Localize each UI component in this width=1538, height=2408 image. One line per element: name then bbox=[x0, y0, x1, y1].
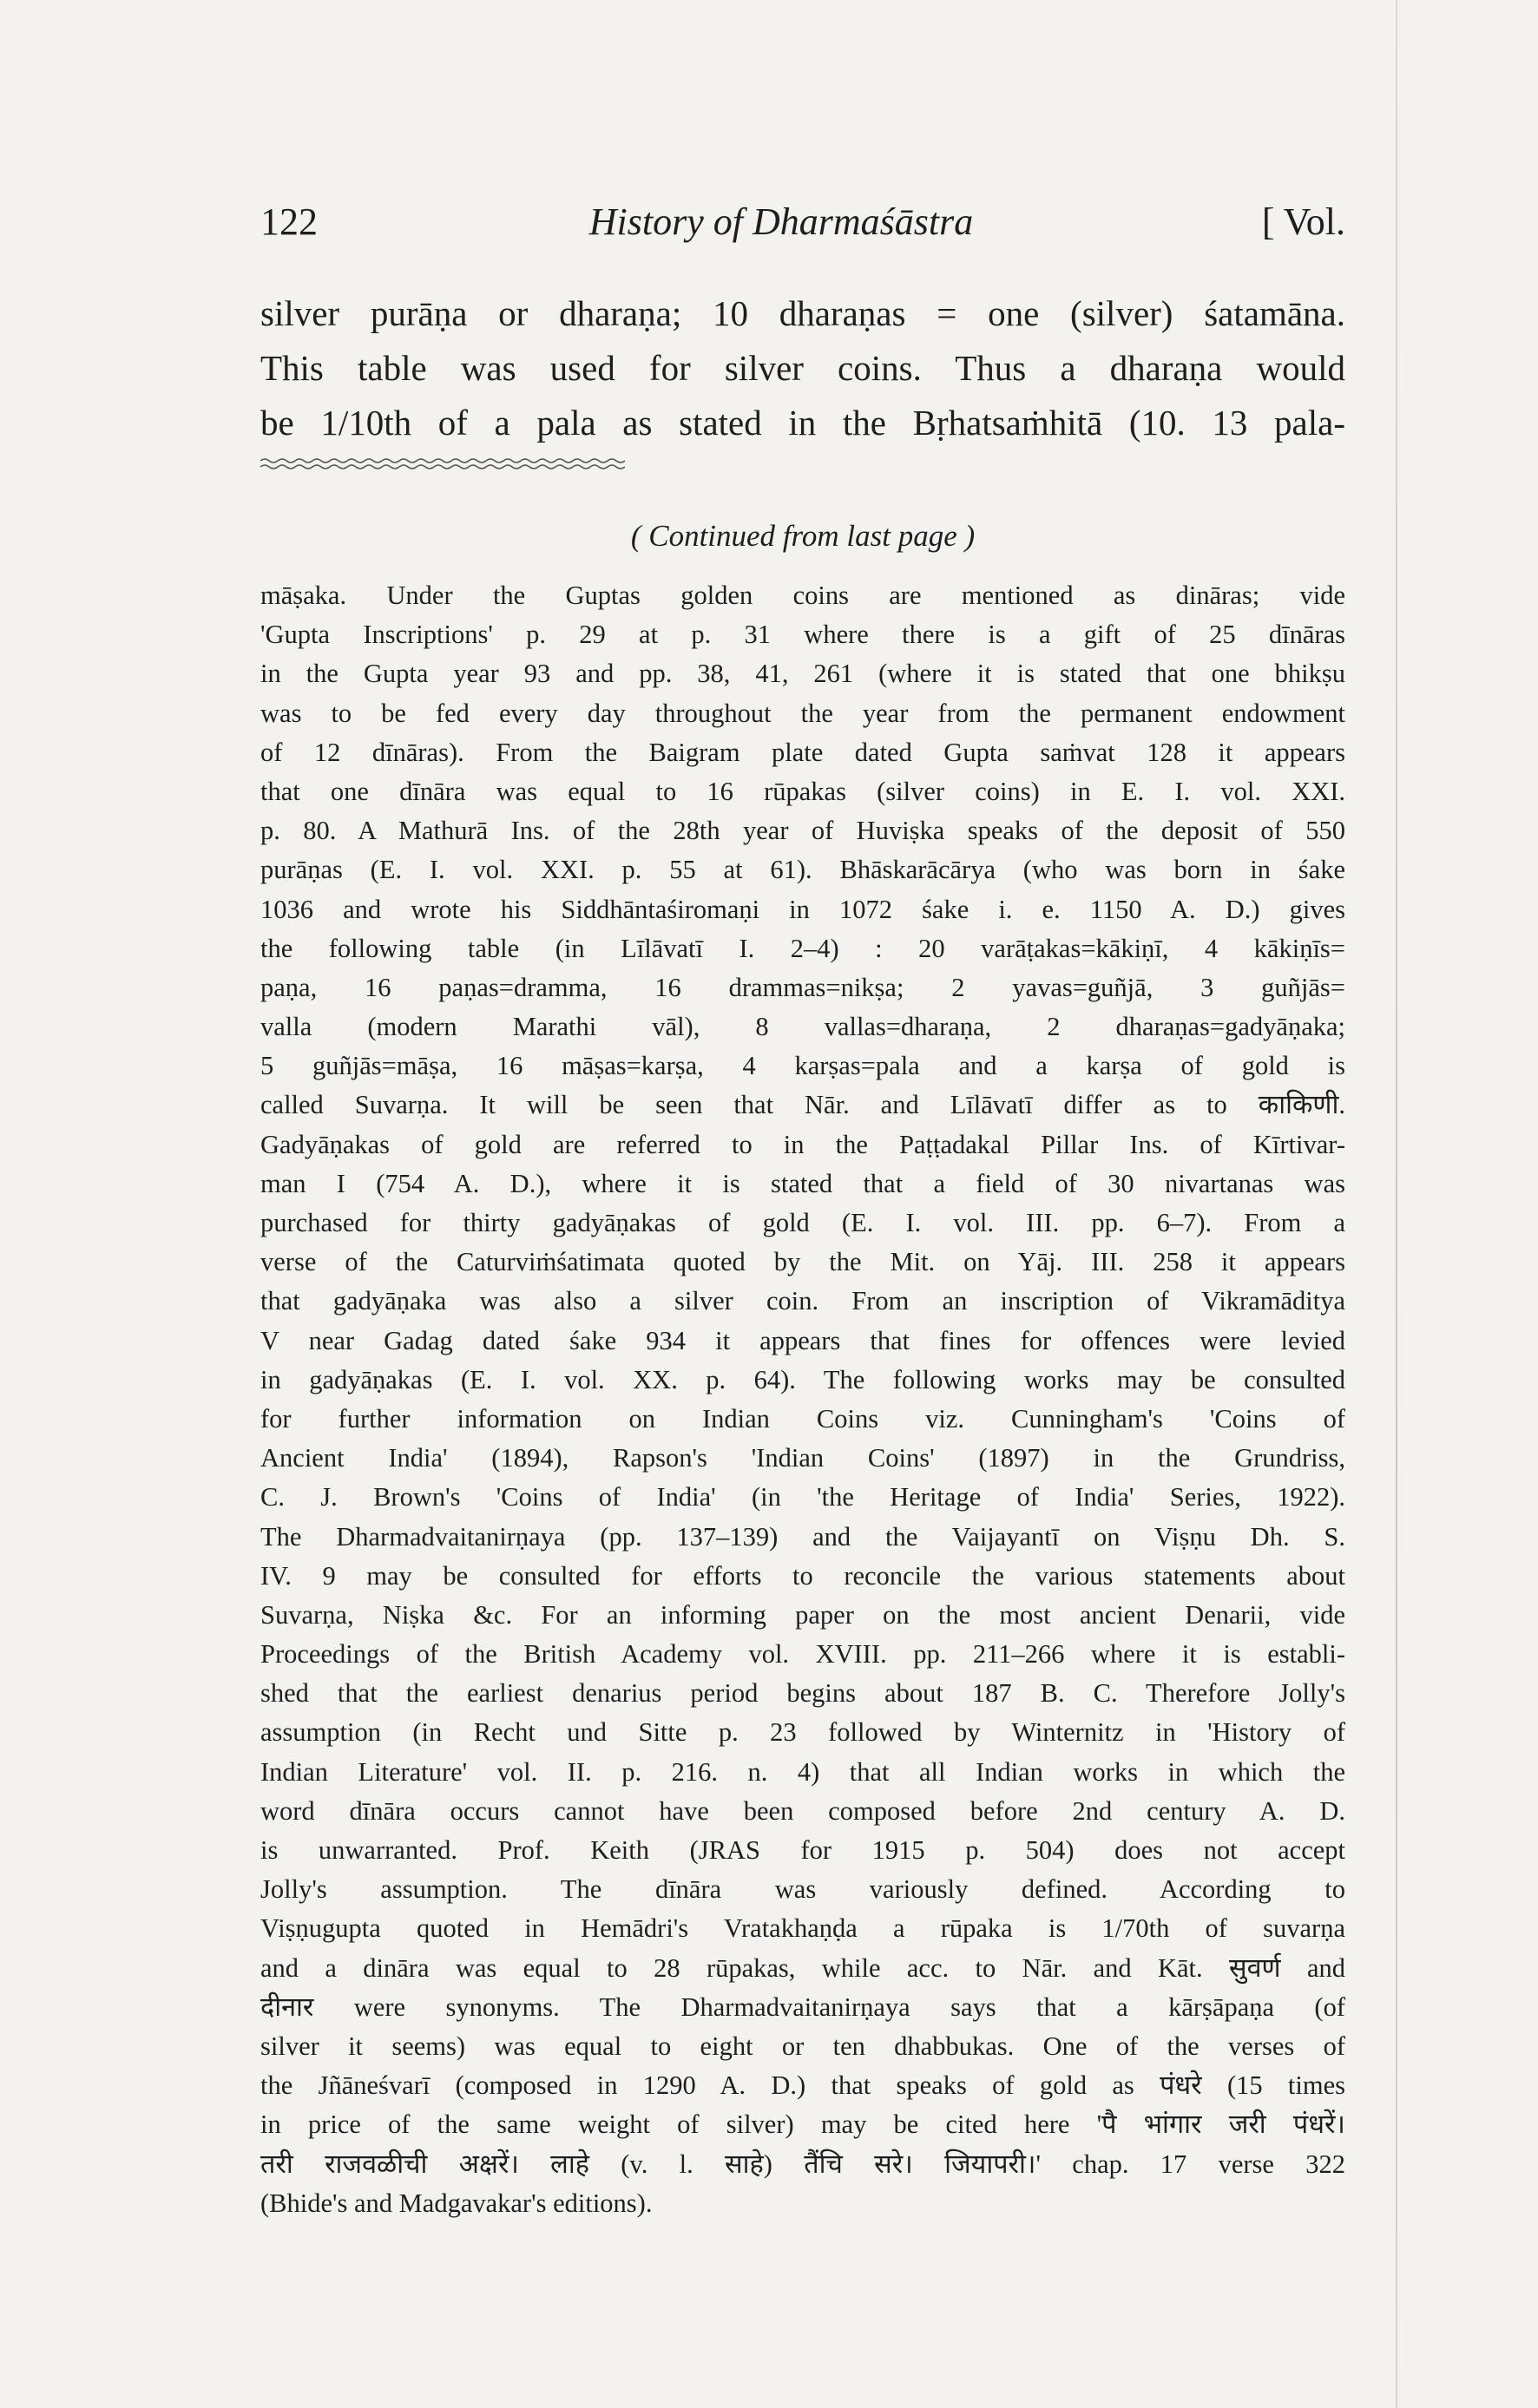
footnote-line: verse of the Caturviṁśatimata quoted by the Mit. on Yāj. III. 258 it appears bbox=[260, 1247, 1345, 1277]
footnote-line: of 12 dīnāras). From the Baigram plate dated Gupta saṁvat 128 it appears bbox=[260, 737, 1345, 767]
footnote-separator-rule bbox=[260, 456, 625, 473]
main-text-line: be 1/10th of a pala as stated in the Bṛhatsaṁhitā (10. 13 pala- bbox=[260, 403, 1345, 443]
footnote-line: silver it seems) was equal to eight or ten dhabbukas. One of the verses of bbox=[260, 2031, 1345, 2061]
volume-marker: [ Vol. bbox=[1261, 200, 1345, 243]
footnote-line: purchased for thirty gadyāṇakas of gold (E. I. vol. III. pp. 6–7). From a bbox=[260, 1208, 1345, 1237]
footnote-line: तरी राजवळीची अक्षरें। लाहे (v. l. साहे) तैंचि सरे। जियापरी।' chap. 17 verse 322 bbox=[260, 2149, 1345, 2179]
footnote-line: 'Gupta Inscriptions' p. 29 at p. 31 where there is a gift of 25 dīnāras bbox=[260, 620, 1345, 650]
page-number: 122 bbox=[260, 200, 318, 243]
continuation-label: ( Continued from last page ) bbox=[630, 519, 976, 553]
footnote-line: Suvarṇa, Niṣka &c. For an informing paper on the most ancient Denarii, vide bbox=[260, 1599, 1345, 1630]
footnote-line: that gadyāṇaka was also a silver coin. From an inscription of Vikramāditya bbox=[260, 1286, 1345, 1316]
footnote-line: paṇa, 16 paṇas=dramma, 16 drammas=nikṣa; 2 yavas=guñjā, 3 guñjās= bbox=[260, 972, 1345, 1002]
footnote-line: C. J. Brown's 'Coins of India' (in 'the Heritage of India' Series, 1922). bbox=[260, 1482, 1345, 1512]
footnote-line: the following table (in Līlāvatī I. 2–4) : 20 varāṭakas=kākiṇī, 4 kākiṇīs= bbox=[260, 933, 1345, 963]
footnote-line: Proceedings of the British Academy vol. XVIII. pp. 211–266 where it is establi- bbox=[260, 1639, 1345, 1670]
footnote-line: The Dharmadvaitanirṇaya (pp. 137–139) and the Vaijayantī on Viṣṇu Dh. S. bbox=[260, 1521, 1345, 1552]
footnote-line: valla (modern Marathi vāl), 8 vallas=dharaṇa, 2 dharaṇas=gadyāṇaka; bbox=[260, 1012, 1345, 1042]
footnote-line: māṣaka. Under the Guptas golden coins are mentioned as dināras; vide bbox=[260, 581, 1345, 610]
footnote-line: Indian Literature' vol. II. p. 216. n. 4) that all Indian works in which the bbox=[260, 1756, 1345, 1787]
footnote-line: the Jñāneśvarī (composed in 1290 A. D.) that speaks of gold as पंधरे (15 times bbox=[260, 2070, 1345, 2101]
footnote-line: V near Gadag dated śake 934 it appears that fines for offences were levied bbox=[260, 1325, 1345, 1355]
footnote-line: (Bhide's and Madgavakar's editions). bbox=[260, 2188, 653, 2218]
footnote-line: in price of the same weight of silver) may be cited here 'पै भांगार जरी पंधरें। bbox=[260, 2109, 1345, 2140]
page-edge-line bbox=[1396, 0, 1397, 2408]
footnote-line: Ancient India' (1894), Rapson's 'Indian Coins' (1897) in the Grundriss, bbox=[260, 1443, 1345, 1473]
footnote-line: in gadyāṇakas (E. I. vol. XX. p. 64). The following works may be consulted bbox=[260, 1364, 1345, 1394]
footnote-line: Viṣṇugupta quoted in Hemādri's Vratakhaṇḍa a rūpaka is 1/70th of suvarṇa bbox=[260, 1913, 1345, 1944]
footnote-line: Gadyāṇakas of gold are referred to in the Paṭṭadakal Pillar Ins. of Kīrtivar- bbox=[260, 1129, 1345, 1159]
footnote-line: was to be fed every day throughout the year from the permanent endowment bbox=[260, 698, 1345, 728]
page-header bbox=[260, 200, 1345, 260]
footnote-line: p. 80. A Mathurā Ins. of the 28th year of Huviṣka speaks of the deposit of 550 bbox=[260, 816, 1345, 846]
main-text-line: silver purāṇa or dharaṇa; 10 dharaṇas = one (silver) śatamāna. bbox=[260, 293, 1345, 333]
main-paragraph bbox=[260, 286, 1345, 450]
footnote-block bbox=[260, 576, 1345, 2223]
footnote-line: shed that the earliest denarius period begins about 187 B. C. Therefore Jolly's bbox=[260, 1678, 1345, 1709]
footnote-line: word dīnāra occurs cannot have been composed before 2nd century A. D. bbox=[260, 1795, 1345, 1826]
running-title: History of Dharmaśāstra bbox=[588, 200, 974, 243]
footnote-line: for further information on Indian Coins viz. Cunningham's 'Coins of bbox=[260, 1403, 1345, 1434]
footnote-line: is unwarranted. Prof. Keith (JRAS for 1915 p. 504) does not accept bbox=[260, 1835, 1345, 1865]
main-text-line: This table was used for silver coins. Thus a dharaṇa would bbox=[260, 348, 1345, 388]
footnote-line: दीनार were synonyms. The Dharmadvaitanirṇaya says that a kārṣāpaṇa (of bbox=[260, 1991, 1345, 2022]
footnote-line: that one dīnāra was equal to 16 rūpakas (silver coins) in E. I. vol. XXI. bbox=[260, 776, 1345, 806]
footnote-line: and a dināra was equal to 28 rūpakas, while acc. to Nār. and Kāt. सुवर्ण and bbox=[260, 1952, 1345, 1983]
footnote-line: 1036 and wrote his Siddhāntaśiromaṇi in 1072 śake i. e. 1150 A. D.) gives bbox=[260, 894, 1345, 924]
footnote-line: IV. 9 may be consulted for efforts to reconcile the various statements about bbox=[260, 1560, 1345, 1591]
footnote-line: purāṇas (E. I. vol. XXI. p. 55 at 61). Bhāskarācārya (who was born in śake bbox=[260, 855, 1345, 885]
footnote-line: Jolly's assumption. The dīnāra was variously defined. According to bbox=[260, 1874, 1345, 1905]
footnote-line: called Suvarṇa. It will be seen that Nār. and Līlāvatī differ as to काकिणी. bbox=[260, 1090, 1345, 1120]
footnote-line: man I (754 A. D.), where it is stated that a field of 30 nivartanas was bbox=[260, 1168, 1345, 1198]
footnote-line: in the Gupta year 93 and pp. 38, 41, 261 (where it is stated that one bhikṣu bbox=[260, 659, 1345, 689]
footnote-line: 5 guñjās=māṣa, 16 māṣas=karṣa, 4 karṣas=pala and a karṣa of gold is bbox=[260, 1051, 1345, 1081]
footnote-line: assumption (in Recht und Sitte p. 23 followed by Winternitz in 'History of bbox=[260, 1717, 1345, 1748]
